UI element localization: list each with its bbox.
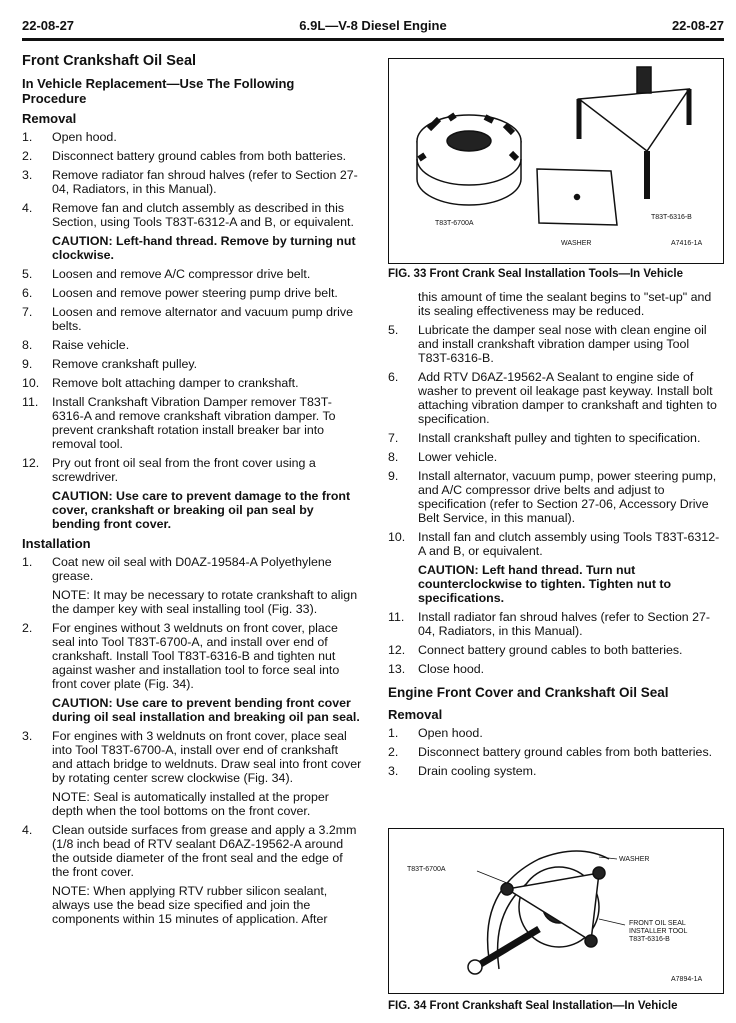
list-item: 8. Lower vehicle. — [388, 450, 498, 464]
list-item: 2. Disconnect battery ground cables from both batteries. — [388, 745, 713, 759]
figure-33 — [388, 58, 724, 264]
list-item: 11. Install radiator fan shroud halves (refer to Section 27-04, Radiators, in this Manual). — [388, 610, 711, 638]
note-text: NOTE: It may be necessary to rotate crankshaft to align the damper key with seal installing tool (Fig. 33). — [52, 588, 358, 616]
list-item: 13. Close hood. — [388, 662, 485, 676]
figure-33-label: T83T-6316-B — [651, 214, 692, 221]
figure-34-label: FRONT OIL SEAL — [629, 920, 686, 927]
figure-33-illustration — [389, 59, 723, 263]
list-item: 11. Install Crankshaft Vibration Damper remover T83T-6316-A and remove crankshaft vibration damper. To prevent crankshaft rotation install breaker bar into removal tool. — [22, 395, 336, 451]
list-item: 7. Install crankshaft pulley and tighten to specification. — [388, 431, 701, 445]
list-item: 3. Remove radiator fan shroud halves (refer to Section 27-04, Radiators, in this Manual). — [22, 168, 358, 196]
page-number-left: 22-08-27 — [22, 18, 75, 33]
list-item: 1. Coat new oil seal with D0AZ-19584-A Polyethylene grease. — [22, 555, 332, 583]
list-item: 5. Lubricate the damper seal nose with clean engine oil and install crankshaft vibration damper using Tool T83T-6316-B. — [388, 323, 707, 365]
figure-33-caption: FIG. 33 Front Crank Seal Installation Tools—In Vehicle — [388, 268, 684, 280]
figure-33-label: T83T-6700A — [435, 220, 474, 227]
list-item: 5. Loosen and remove A/C compressor drive belt. — [22, 267, 311, 281]
subsection-title: In Vehicle Replacement—Use The Following Procedure — [22, 76, 295, 106]
list-item: 9. Remove crankshaft pulley. — [22, 357, 198, 371]
list-item: 4. Clean outside surfaces from grease and apply a 3.2mm (1/8 inch bead of RTV sealant D6AZ-19562-A around the outside diameter of the front seal and the edge of the front cover. — [22, 823, 357, 879]
list-item: 4. Remove fan and clutch assembly as described in this Section, using Tools T83T-6312-A and B, or equivalent. — [22, 201, 354, 229]
list-item: 3. For engines with 3 weldnuts on front cover, place seal into Tool T83T-6700-A, install over end of crankshaft and attach bridge to weldnuts. Draw seal into front cover by rotating center screw clockwise (Fig. 34). — [22, 729, 362, 785]
list-item: 12. Pry out front oil seal from the front cover using a screwdriver. — [22, 456, 316, 484]
list-item: 7. Loosen and remove alternator and vacuum pump drive belts. — [22, 305, 353, 333]
list-item: 9. Install alternator, vacuum pump, power steering pump, and A/C compressor drive belts and adjust to specification (refer to Section 27-06, Accessory Drive Belt Service, in this manual). — [388, 469, 717, 525]
list-item: 8. Raise vehicle. — [22, 338, 130, 352]
figure-33-code: A7416-1A — [671, 240, 703, 247]
list-item: 6. Loosen and remove power steering pump drive belt. — [22, 286, 338, 300]
note-text: NOTE: When applying RTV rubber silicon sealant, always use the bead size specified and join the components within 15 minutes of application. After — [52, 884, 328, 926]
continued-text: this amount of time the sealant begins to "set-up" and its sealing effectiveness may be reduced. — [418, 290, 712, 318]
caution-text: CAUTION: Use care to prevent damage to the front cover, crankshaft or breaking oil pan seal by bending front cover. — [52, 489, 351, 531]
figure-34-illustration — [389, 829, 723, 993]
list-item: 3. Drain cooling system. — [388, 764, 537, 778]
list-item: 1. Open hood. — [388, 726, 483, 740]
left-column — [22, 48, 362, 931]
running-title: 6.9L—V-8 Diesel Engine — [299, 18, 447, 33]
list-item: 2. Disconnect battery ground cables from both batteries. — [22, 149, 347, 163]
removal-heading: Removal — [388, 707, 443, 722]
list-item: 1. Open hood. — [22, 130, 117, 144]
caution-text: CAUTION: Use care to prevent bending front cover during oil seal installation and breaking oil pan seal. — [52, 696, 360, 724]
figure-34-label: T83T-6700A — [407, 866, 446, 873]
note-text: NOTE: Seal is automatically installed at the proper depth when the tool bottoms on the front cover. — [52, 790, 329, 818]
list-item: 10. Install fan and clutch assembly using Tools T83T-6312-A and B, or equivalent. — [388, 530, 720, 558]
figure-34-label: INSTALLER TOOL — [629, 928, 688, 935]
list-item: 2. For engines without 3 weldnuts on front cover, place seal into Tool T83T-6700-A, and install over end of crankshaft. Install Tool T83T-6316-B and tighten nut against washer and installation tool to force seal into front cover plate (Fig. 34). — [22, 621, 340, 691]
page-number-right: 22-08-27 — [671, 18, 724, 33]
right-column — [388, 290, 724, 783]
figure-33-label: WASHER — [561, 240, 592, 247]
figure-34-caption: FIG. 34 Front Crankshaft Seal Installation—In Vehicle — [388, 1000, 678, 1012]
list-item: 6. Add RTV D6AZ-19562-A Sealant to engine side of washer to prevent oil leakage past keyway. Install bolt attaching vibration damper to crankshaft and tighten to specification. — [388, 370, 717, 426]
header-rule — [22, 38, 724, 41]
section-title: Front Crankshaft Oil Seal — [22, 53, 197, 69]
caution-text: CAUTION: Left-hand thread. Remove by turning nut clockwise. — [52, 234, 356, 262]
page-header — [22, 16, 724, 38]
figure-34-label: WASHER — [619, 856, 650, 863]
figure-34 — [388, 828, 724, 994]
figure-34-label: T83T-6316-B — [629, 936, 670, 943]
caution-text: CAUTION: Left hand thread. Turn nut counterclockwise to tighten. Tighten nut to specifications. — [418, 563, 672, 605]
removal-heading: Removal — [22, 111, 77, 126]
figure-34-code: A7894-1A — [671, 976, 703, 983]
section-title: Engine Front Cover and Crankshaft Oil Seal — [388, 685, 669, 700]
list-item: 10. Remove bolt attaching damper to crankshaft. — [22, 376, 299, 390]
list-item: 12. Connect battery ground cables to both batteries. — [388, 643, 683, 657]
installation-heading: Installation — [22, 536, 91, 551]
